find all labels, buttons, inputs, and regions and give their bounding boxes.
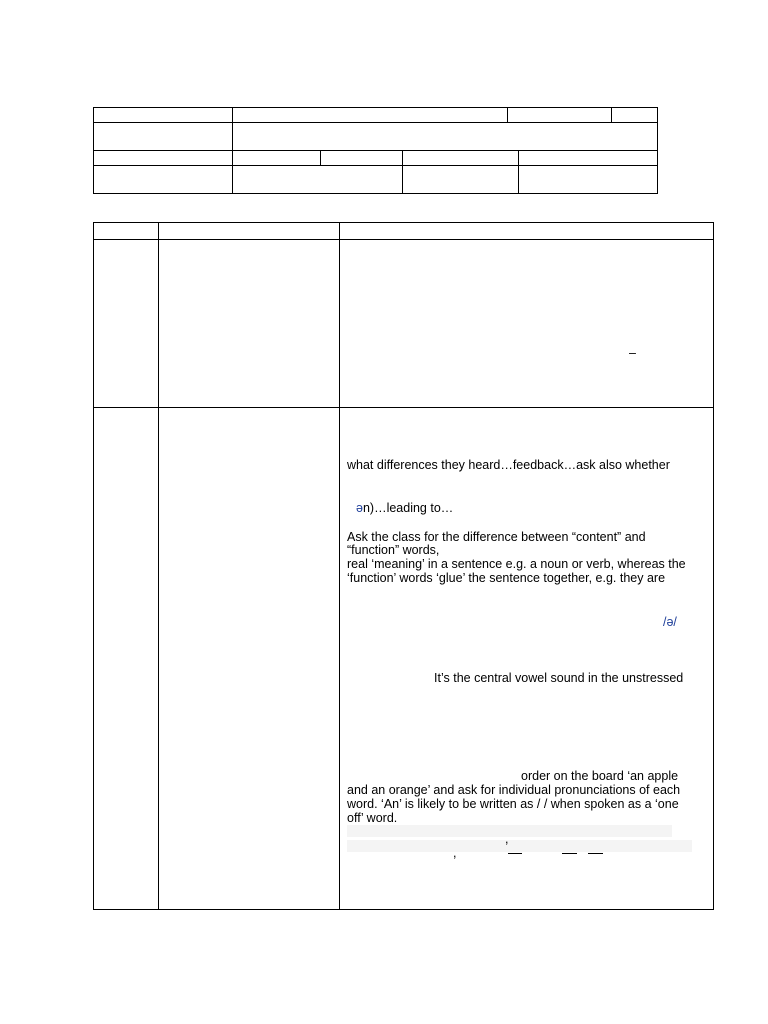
schwa-symbol: /ə/ <box>663 615 677 629</box>
procedure-header-divider <box>93 239 714 240</box>
obscured-text-band <box>347 825 672 837</box>
procedure-col-divider-2 <box>339 222 340 910</box>
row1-dash: – <box>629 346 636 360</box>
obscured-text-band-2 <box>347 840 692 852</box>
blank-line-3 <box>588 853 603 854</box>
content-function-line-3: real ‘meaning’ in a sentence e.g. a noun or verb, whereas the <box>347 557 686 571</box>
content-function-line-2: “function” words, <box>347 543 440 557</box>
header-row3-divider-c <box>518 150 519 194</box>
procedure-row-divider <box>93 407 714 408</box>
apple-line-1: order on the board ‘an apple <box>521 769 679 783</box>
schwa-lead-line <box>356 501 453 515</box>
apple-line-2: and an orange’ and ask for individual pronunciations of each <box>347 783 681 797</box>
header-row1-divider-a <box>507 107 508 122</box>
stray-comma-1: , <box>505 832 509 846</box>
blank-line-2 <box>562 853 577 854</box>
header-row3-divider-b <box>402 150 403 194</box>
differences-line: what differences they heard…feedback…ask also whether <box>347 458 670 472</box>
header-row1-divider-b <box>611 107 612 122</box>
stray-comma-2: , <box>453 846 457 860</box>
header-row-divider-2 <box>93 150 658 151</box>
header-col-divider-main <box>232 107 233 194</box>
content-function-line-1: Ask the class for the difference between “content” and <box>347 530 646 544</box>
apple-line-3: word. ‘An’ is likely to be written as / / when spoken as a ‘one <box>347 797 679 811</box>
header-row3-divider-a <box>320 150 321 165</box>
apple-line-4: off’ word. <box>347 811 398 825</box>
header-row-divider-1 <box>93 122 658 123</box>
schwa-lead-rest: n)…leading to… <box>362 501 454 515</box>
content-function-line-4: ‘function’ words ‘glue’ the sentence together, e.g. they are <box>347 571 666 585</box>
header-row-divider-3 <box>93 165 658 166</box>
central-vowel-line: It’s the central vowel sound in the unstressed <box>434 671 684 685</box>
schwa-lead-ipa: ə <box>356 501 363 515</box>
blank-line-1 <box>508 853 522 854</box>
procedure-col-divider-1 <box>158 222 159 910</box>
